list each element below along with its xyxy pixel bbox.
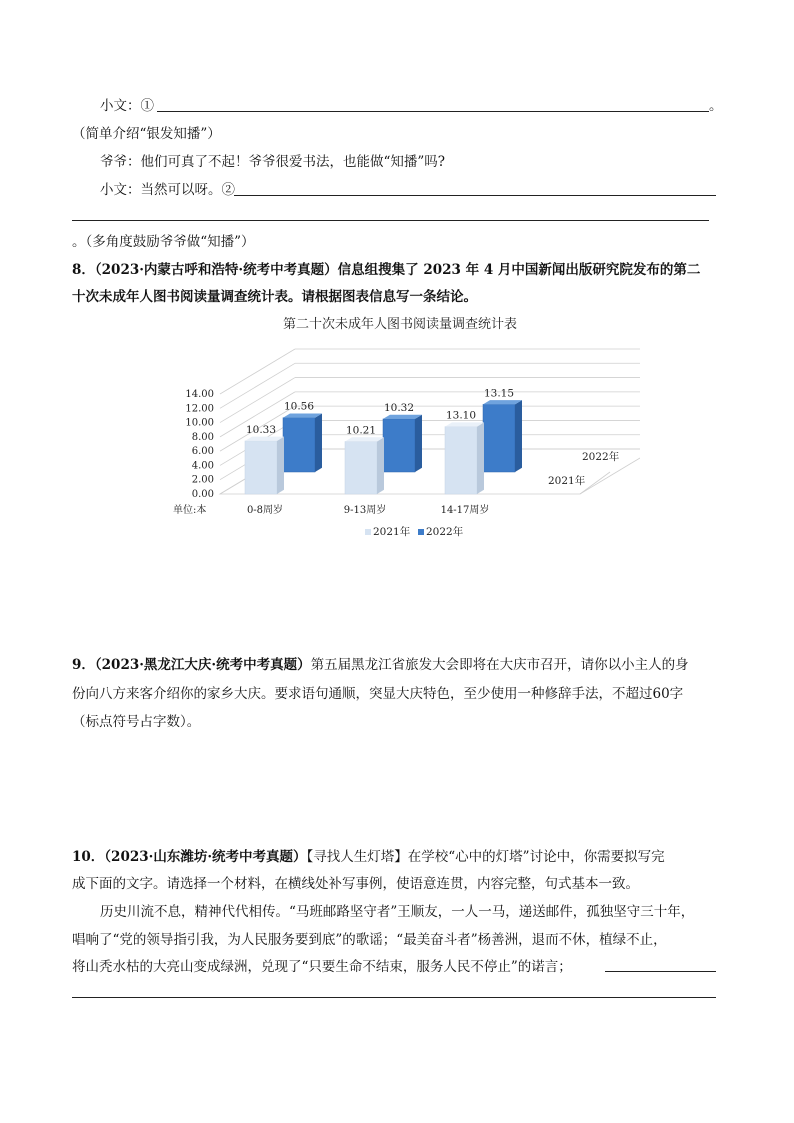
q7-blank-2[interactable]	[234, 195, 716, 196]
y-tick-label: 12.00	[185, 403, 214, 415]
q10-blank-1[interactable]	[605, 971, 716, 972]
y-tick-label: 8.00	[191, 431, 214, 443]
bar-side-2022年-14-17周岁	[515, 400, 522, 472]
q8-number: 8．	[72, 262, 95, 278]
chart-legend	[365, 525, 464, 538]
bar-2021年-0-8周岁	[245, 441, 277, 494]
q9-line1	[72, 656, 689, 674]
data-label-2021年-9-13周岁: 10.21	[345, 424, 377, 437]
bar-side-2021年-14-17周岁	[477, 422, 484, 494]
q10-line5: 将山秃水枯的大亮山变成绿洲，兑现了“只要生命不结束，服务人民不停止”的诺言；	[72, 959, 572, 975]
legend-swatch-2022	[418, 529, 424, 535]
depth-label-2021: 2021年	[548, 475, 586, 487]
chart-title: 第二十次未成年人图书阅读量调查统计表	[282, 317, 518, 332]
q7-blank-1[interactable]	[157, 111, 709, 112]
bar-side-2021年-0-8周岁	[277, 437, 284, 494]
depth-label-2022: 2022年	[582, 451, 620, 463]
bar-2021年-9-13周岁	[345, 441, 377, 494]
x-tick-label: 9-13周岁	[343, 505, 387, 516]
q7-line1-end: 。	[709, 98, 723, 114]
data-label-2022年-14-17周岁: 13.15	[483, 387, 515, 400]
legend-label-2022: 2022年	[426, 526, 464, 538]
bar-side-2022年-9-13周岁	[415, 415, 422, 472]
bar-2022年-14-17周岁	[483, 404, 515, 472]
legend-label-2021: 2021年	[373, 526, 411, 538]
legend-swatch-2021	[365, 529, 371, 535]
q9-number: 9．	[72, 657, 95, 673]
chart-bars	[245, 400, 522, 494]
q9-line2: 份向八方来客介绍你的家乡大庆。要求语句通顺，突显大庆特色，至少使用一种修辞手法，不超过60字	[72, 686, 684, 702]
q10-line4: 唱响了“党的领导指引我，为人民服务要到底”的歌谣；“最美奋斗者”杨善洲，退而不休，植绿不止，	[72, 932, 667, 948]
bar-2022年-0-8周岁	[283, 418, 315, 472]
q7-line5: 。（多角度鼓励爷爷做“知播”）	[72, 234, 255, 250]
y-tick-label: 2.00	[191, 474, 214, 486]
y-tick-label: 6.00	[191, 446, 214, 458]
bar-side-2022年-0-8周岁	[315, 413, 322, 472]
q7-line4: 小文：当然可以呀。②	[100, 182, 235, 198]
data-label-2022年-0-8周岁: 10.56	[283, 400, 315, 413]
y-tick-label: 0.00	[191, 489, 214, 500]
data-label-2021年-14-17周岁: 13.10	[445, 409, 477, 422]
chart-unit-label: 单位:本	[173, 505, 207, 516]
y-tick-label: 10.00	[185, 417, 214, 429]
q8-line1	[72, 261, 700, 279]
q10-blank-2[interactable]	[72, 997, 716, 998]
q9-text1: 第五届黑龙江省旅发大会即将在大庆市召开，请你以小主人的身	[310, 657, 689, 673]
x-tick-label: 0-8周岁	[246, 505, 284, 516]
q10-line1	[72, 848, 665, 866]
q10-source: （2023·山东潍坊·统考中考真题）	[104, 849, 307, 865]
reading-chart	[160, 308, 640, 548]
q7-line3: 爷爷：他们可真了不起！爷爷很爱书法，也能做“知播”吗?	[100, 154, 446, 170]
q8-source: （2023·内蒙古呼和浩特·统考中考真题）	[94, 262, 338, 278]
q8-line2: 十次未成年人图书阅读量调查统计表。请根据图表信息写一条结论。	[72, 289, 477, 305]
data-label-2022年-9-13周岁: 10.32	[383, 401, 415, 414]
q8-text1: 信息组搜集了 2023 年 4 月中国新闻出版研究院发布的第二	[337, 262, 701, 278]
x-tick-label: 14-17周岁	[440, 505, 490, 516]
data-label-2021年-0-8周岁: 10.33	[245, 423, 277, 436]
q7-line2: （简单介绍“银发知播”）	[72, 126, 221, 142]
bar-2021年-14-17周岁	[445, 427, 477, 494]
q7-line1-prefix: 小文：①	[100, 98, 154, 114]
q9-source: （2023·黑龙江大庆·统考中考真题）	[94, 657, 311, 673]
q7-blank-2-cont[interactable]	[72, 220, 709, 221]
q9-line3: （标点符号占字数）。	[72, 714, 201, 730]
q10-text1: 【寻找人生灯塔】在学校“心中的灯塔”讨论中，你需要拟写完	[306, 849, 665, 865]
q10-line3: 历史川流不息，精神代代相传。“马班邮路坚守者”王顺友，一人一马，递送邮件，孤独坚守三十年，	[100, 904, 695, 920]
q10-number: 10．	[72, 849, 105, 865]
y-tick-label: 4.00	[191, 460, 214, 472]
q7-line1	[100, 97, 154, 115]
grid-side-7	[220, 349, 295, 394]
bar-side-2021年-9-13周岁	[377, 437, 384, 494]
bar-2022年-9-13周岁	[383, 419, 415, 472]
q10-line2: 成下面的文字。请选择一个材料，在横线处补写事例，使语意连贯，内容完整，句式基本一致。	[72, 876, 639, 892]
y-tick-label: 14.00	[185, 389, 214, 400]
